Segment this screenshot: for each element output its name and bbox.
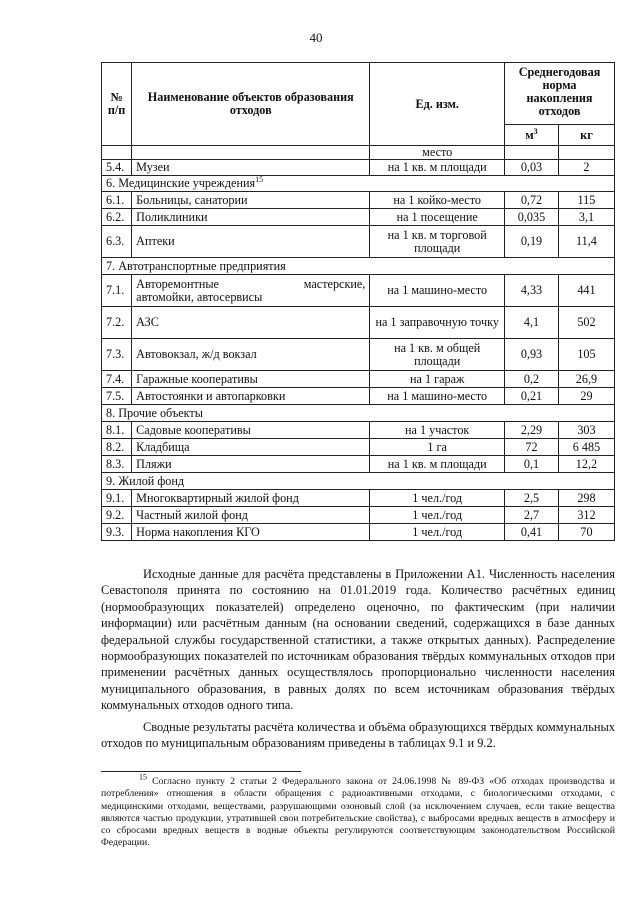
row-name: АЗС — [132, 307, 370, 339]
row-number: 6.3. — [102, 226, 132, 258]
table-row — [102, 192, 615, 209]
row-name: Аптеки — [132, 226, 370, 258]
row-kg: 312 — [558, 507, 614, 524]
header-number: № п/п — [102, 63, 132, 146]
table-row — [102, 275, 615, 307]
row-number: 6.1. — [102, 192, 132, 209]
table-row — [102, 456, 615, 473]
section-label: 9. Жилой фонд — [102, 473, 615, 490]
row-kg: 70 — [558, 524, 614, 541]
row-m3: 72 — [505, 439, 559, 456]
unit-cell: место — [370, 146, 505, 160]
row-name: Автовокзал, ж/д вокзал — [132, 339, 370, 371]
row-name: Гаражные кооперативы — [132, 371, 370, 388]
table-row — [102, 422, 615, 439]
row-name: Поликлиники — [132, 209, 370, 226]
table-row-continuation — [102, 146, 615, 160]
row-number: 9.1. — [102, 490, 132, 507]
row-name-line-1: Авторемонтные мастерские, — [136, 276, 366, 291]
section-row — [102, 258, 615, 275]
row-name: Автостоянки и автопарковки — [132, 388, 370, 405]
table-row — [102, 371, 615, 388]
row-name: Пляжи — [132, 456, 370, 473]
section-row — [102, 405, 615, 422]
row-number: 8.3. — [102, 456, 132, 473]
row-number: 5.4. — [102, 160, 132, 176]
row-number: 9.3. — [102, 524, 132, 541]
row-unit: на 1 койко-место — [370, 192, 505, 209]
row-m3: 4,33 — [505, 275, 559, 307]
footnote-text: Согласно пункту 2 статьи 2 Федерального закона от 24.06.1998 № 89-ФЗ «Об отходах производства и потребления» отношения в области обращения с радиоактивными отходами, с биологическими отходами, с медицинскими отходами, веществами, разрушающими озоновый слой (за исключением случаев, если такие вещества являются частью продукции, утратившей свои потребительские свойства), с выбросами вредных веществ в атмосферу и со сбросами вредных веществ в водные объекты регулируются соответствующим законодательством Российской Федерации. — [101, 776, 615, 849]
row-unit: 1 чел./год — [370, 524, 505, 541]
table-row — [102, 388, 615, 405]
row-name: Кладбища — [132, 439, 370, 456]
row-m3: 2,5 — [505, 490, 559, 507]
row-name: Частный жилой фонд — [132, 507, 370, 524]
row-name: Музеи — [132, 160, 370, 176]
table-row — [102, 209, 615, 226]
row-name: Многоквартирный жилой фонд — [132, 490, 370, 507]
row-unit: на 1 заправочную точку — [370, 307, 505, 339]
row-unit: на 1 участок — [370, 422, 505, 439]
body-paragraph-summary: Сводные результаты расчёта количества и объёма образующихся твёрдых коммунальных отходов по муниципальным образованиям приведены в таблицах 9.1 и 9.2. — [101, 720, 615, 751]
row-unit: на 1 кв. м площади — [370, 160, 505, 176]
row-m3: 2,29 — [505, 422, 559, 439]
row-number: 8.1. — [102, 422, 132, 439]
section-label: 6. Медицинские учреждения$^{15}$ — [102, 176, 615, 192]
row-number: 6.2. — [102, 209, 132, 226]
table-row — [102, 507, 615, 524]
row-kg: 11,4 — [558, 226, 614, 258]
row-unit: на 1 кв. м торговой площади — [370, 226, 505, 258]
section-row — [102, 176, 615, 192]
row-unit: 1 га — [370, 439, 505, 456]
row-number: 7.3. — [102, 339, 132, 371]
row-unit: на 1 машино-место — [370, 275, 505, 307]
row-kg: 115 — [558, 192, 614, 209]
row-unit: на 1 кв. м площади — [370, 456, 505, 473]
row-m3: 0,1 — [505, 456, 559, 473]
row-m3: 0,21 — [505, 388, 559, 405]
row-kg: 6 485 — [558, 439, 614, 456]
row-m3: 0,72 — [505, 192, 559, 209]
row-m3: 4,1 — [505, 307, 559, 339]
row-kg: 441 — [558, 275, 614, 307]
row-kg: 12,2 — [558, 456, 614, 473]
row-kg: 26,9 — [558, 371, 614, 388]
row-name-line-2: автомойки, автосервисы — [136, 289, 263, 304]
row-name — [132, 275, 370, 307]
row-kg: 3,1 — [558, 209, 614, 226]
footnote — [101, 772, 615, 850]
header-norm: Среднегодовая норма накопления отходов — [505, 63, 615, 125]
row-kg: 298 — [558, 490, 614, 507]
row-number: 9.2. — [102, 507, 132, 524]
row-unit: на 1 посещение — [370, 209, 505, 226]
header-kg: кг — [558, 125, 614, 146]
table-row — [102, 339, 615, 371]
row-unit: 1 чел./год — [370, 507, 505, 524]
row-kg: 303 — [558, 422, 614, 439]
row-name: Садовые кооперативы — [132, 422, 370, 439]
row-kg: 2 — [558, 160, 614, 176]
row-unit: 1 чел./год — [370, 490, 505, 507]
row-unit: на 1 гараж — [370, 371, 505, 388]
section-row — [102, 473, 615, 490]
section-label: 8. Прочие объекты — [102, 405, 615, 422]
row-kg: 105 — [558, 339, 614, 371]
table-row — [102, 490, 615, 507]
footnote-mark: 15 — [139, 772, 147, 782]
row-m3: 0,41 — [505, 524, 559, 541]
row-number: 7.1. — [102, 275, 132, 307]
table-row — [102, 439, 615, 456]
row-m3: 0,2 — [505, 371, 559, 388]
row-m3: 2,7 — [505, 507, 559, 524]
section-label: 7. Автотранспортные предприятия — [102, 258, 615, 275]
row-unit: на 1 машино-место — [370, 388, 505, 405]
row-number: 7.4. — [102, 371, 132, 388]
table-row — [102, 226, 615, 258]
waste-norms-table — [101, 62, 615, 541]
row-m3: 0,03 — [505, 160, 559, 176]
row-name: Норма накопления КГО — [132, 524, 370, 541]
row-kg: 29 — [558, 388, 614, 405]
row-number: 7.5. — [102, 388, 132, 405]
footnote-separator — [101, 771, 301, 772]
row-kg: 502 — [558, 307, 614, 339]
row-m3: 0,93 — [505, 339, 559, 371]
table-row — [102, 160, 615, 176]
header-m3: $м^3$ — [505, 125, 559, 146]
table-row — [102, 524, 615, 541]
row-m3: 0,19 — [505, 226, 559, 258]
page-number: 40 — [309, 30, 323, 45]
header-unit: Ед. изм. — [370, 63, 505, 146]
row-name: Больницы, санатории — [132, 192, 370, 209]
row-number: 7.2. — [102, 307, 132, 339]
row-unit: на 1 кв. м общей площади — [370, 339, 505, 371]
row-number: 8.2. — [102, 439, 132, 456]
row-m3: 0,035 — [505, 209, 559, 226]
body-paragraph-source-data: Исходные данные для расчёта представлены в Приложении А1. Численность населения Севастополя принята по состоянию на 01.01.2019 года. Количество расчётных единиц (нормообразующих показателей) определено оценочно, по фактическим (при наличии информации) или расчётным данным (на основании сведений, содержащихся в базе данных федеральной службы государственной статистики, а также открытых данных). Распределение нормообразующих показателей по источникам образования твёрдых коммунальных отходов при применении расчётных данных осуществлялось пропорционально численности населения муниципального образования, в равных долях по всем источникам образования твёрдых коммунальных отходов одного типа. — [101, 567, 615, 713]
table-row — [102, 307, 615, 339]
header-name: Наименование объектов образования отходов — [132, 63, 370, 146]
